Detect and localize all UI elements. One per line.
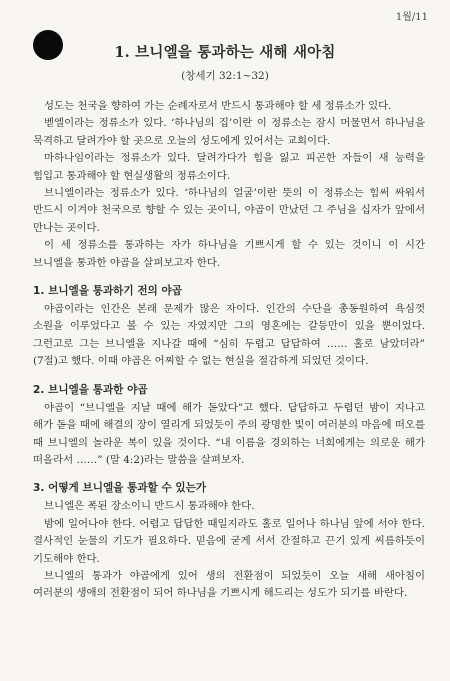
section-paragraph: 야곱이 “브니엘을 지날 때에 해가 돋았다”고 했다. 답답하고 두렵던 밤이 지나고 해가 돋을 때에 해결의 장이 열리게 되었듯이 주의 광명한 빛이 여러분의 마음에 떠오를 때 브니엘의 놀라운 복이 있을 것이다. “내 이름을 경외하는 너희에게는 의로운 해가 떠올라서 ……” (말 4:2)라는 말씀을 살펴보자. xyxy=(33,401,425,466)
scripture-reference: (창세기 32:1~32) xyxy=(181,70,269,82)
intro-paragraph: 이 세 정류소를 통과하는 자가 하나님을 기쁘시게 할 수 있는 것이니 이 시간 브니엘을 통과한 야곱을 살펴보고자 한다. xyxy=(33,239,425,269)
section-paragraph: 밤에 일어나야 한다. 어렵고 답답한 때일지라도 홀로 일어나 하나님 앞에 서야 한다. 결사적인 눈물의 기도가 필요하다. 믿음에 굳게 서서 간절하고 끈기 있게 씨름하듯이 기도해야 한다. xyxy=(33,517,425,565)
intro-paragraph: 벧엘이라는 정류소가 있다. ‘하나님의 집’이란 이 정류소는 잠시 머물면서 하나님을 묵격하고 달려가야 할 곳으로 오늘의 성도에게 있어서는 교회이다. xyxy=(33,117,425,147)
section-paragraph: 브니엘은 폭된 장소이니 반드시 통과해야 한다. xyxy=(44,500,255,513)
section-heading: 2. 브니엘을 통과한 야곱 xyxy=(33,383,148,396)
intro-paragraph: 성도는 천국을 향하여 가는 순례자로서 반드시 통과해야 할 세 정류소가 있다. xyxy=(44,100,392,112)
sermon-title: 1. 브니엘을 통과하는 새해 새아침 xyxy=(114,44,336,61)
sermon-body xyxy=(33,98,425,603)
intro-paragraph: 브니엘이라는 정류소가 있다. ‘하나님의 얼굴’이란 뜻의 이 정류소는 힘써 싸워서 반드시 이겨야 천국으로 향할 수 있는 곳이니, 야곱이 만났던 그 주님을 십자가 앞에서 만나는 곳이다. xyxy=(33,187,425,234)
page-number: 1월/11 xyxy=(395,12,428,23)
section-paragraph: 브니엘의 통과가 야곱에게 있어 생의 전환점이 되었듯이 오늘 새해 새아침이 여러분의 생애의 전환점이 되어 하나님을 기쁘시게 해드리는 성도가 되기를 바란다. xyxy=(33,569,425,600)
intro-paragraph: 마하나임이라는 정류소가 있다. 달려가다가 힘을 잃고 피곤한 자들이 새 능력을 힘입고 통과해야 할 현실생활의 정류소이다. xyxy=(33,152,425,182)
section-heading: 1. 브니엘을 통과하기 전의 야곱 xyxy=(33,285,182,298)
section-heading: 3. 어떻게 브니엘을 통과할 수 있는가 xyxy=(33,482,207,495)
section-paragraph: 야곱이라는 인간은 본래 문제가 많은 자이다. 인간의 수단을 총동원하여 욕심껏 소원을 이루었다고 볼 수 있는 자였지만 그의 영혼에는 갈등만이 있을 뿐이었다. 그런고로 그는 브니엘을 지나갈 때에 “심히 두렵고 답답하여 …… 홀로 남았더라” (7절)고 했다. 이때 야곱은 어찌할 수 없는 현실을 절감하게 되었던 것이다. xyxy=(33,303,425,368)
